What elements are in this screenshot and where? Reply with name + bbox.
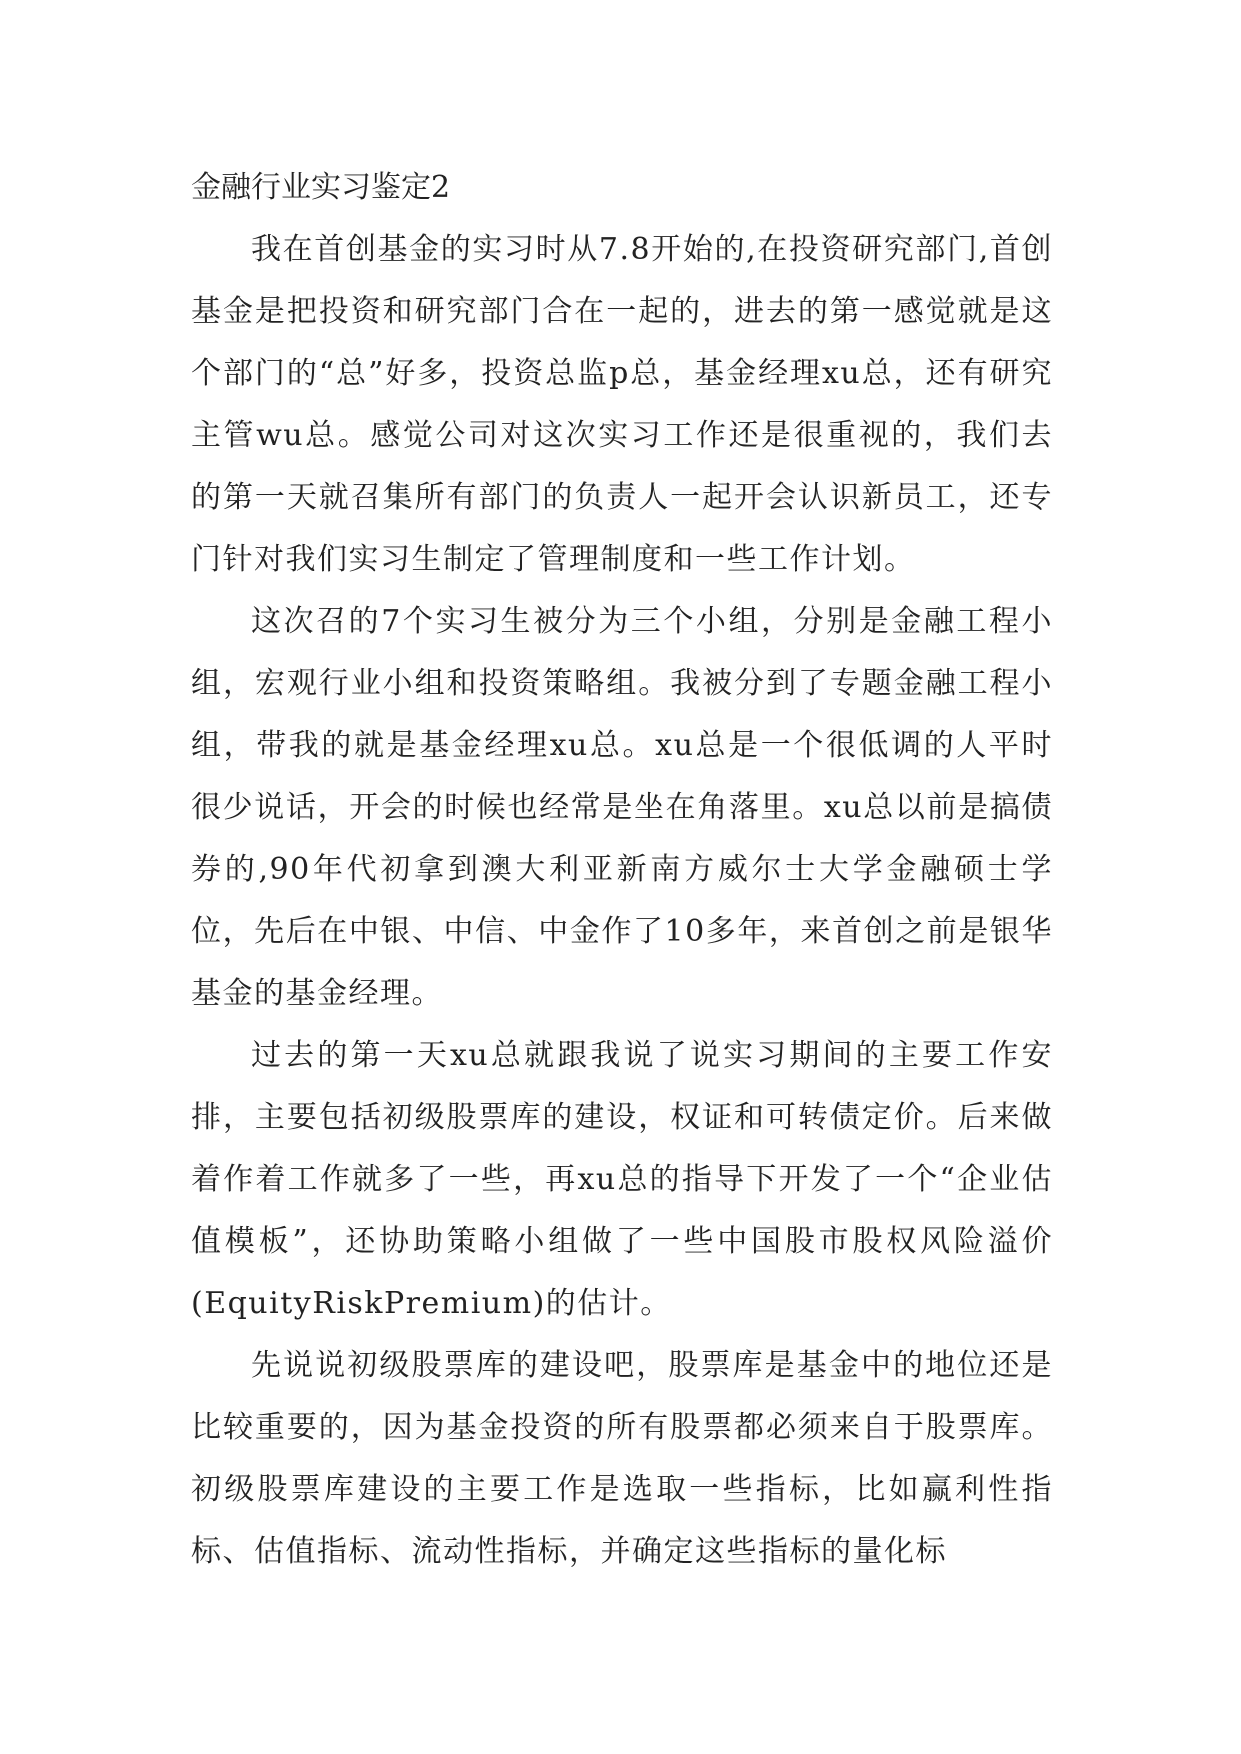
paragraph-3: 过去的第一天xu总就跟我说了说实习期间的主要工作安排，主要包括初级股票库的建设，权证和可转债定价。后来做着作着工作就多了一些，再xu总的指导下开发了一个“企业估值模板”，还协助策略小组做了一些中国股市股权风险溢价(EquityRiskPremium)的估计。 [191,1038,1053,1321]
paragraph-2: 这次召的7个实习生被分为三个小组，分别是金融工程小组，宏观行业小组和投资策略组。我被分到了专题金融工程小组，带我的就是基金经理xu总。xu总是一个很低调的人平时很少说话，开会的时候也经常是坐在角落里。xu总以前是搞债券的,90年代初拿到澳大利亚新南方威尔士大学金融硕士学位，先后在中银、中信、中金作了10多年，来首创之前是银华基金的基金经理。 [191,604,1053,1011]
paragraph-1: 我在首创基金的实习时从7.8开始的,在投资研究部门,首创基金是把投资和研究部门合在一起的，进去的第一感觉就是这个部门的“总”好多，投资总监p总，基金经理xu总，还有研究主管wu总。感觉公司对这次实习工作还是很重视的，我们去的第一天就召集所有部门的负责人一起开会认识新员工，还专门针对我们实习生制定了管理制度和一些工作计划。 [191,232,1053,577]
document-title: 金融行业实习鉴定2 [191,170,451,205]
paragraph-4: 先说说初级股票库的建设吧，股票库是基金中的地位还是比较重要的，因为基金投资的所有股票都必须来自于股票库。初级股票库建设的主要工作是选取一些指标，比如赢利性指标、估值指标、流动性指标，并确定这些指标的量化标 [191,1348,1053,1569]
document-page [191,157,1053,1583]
